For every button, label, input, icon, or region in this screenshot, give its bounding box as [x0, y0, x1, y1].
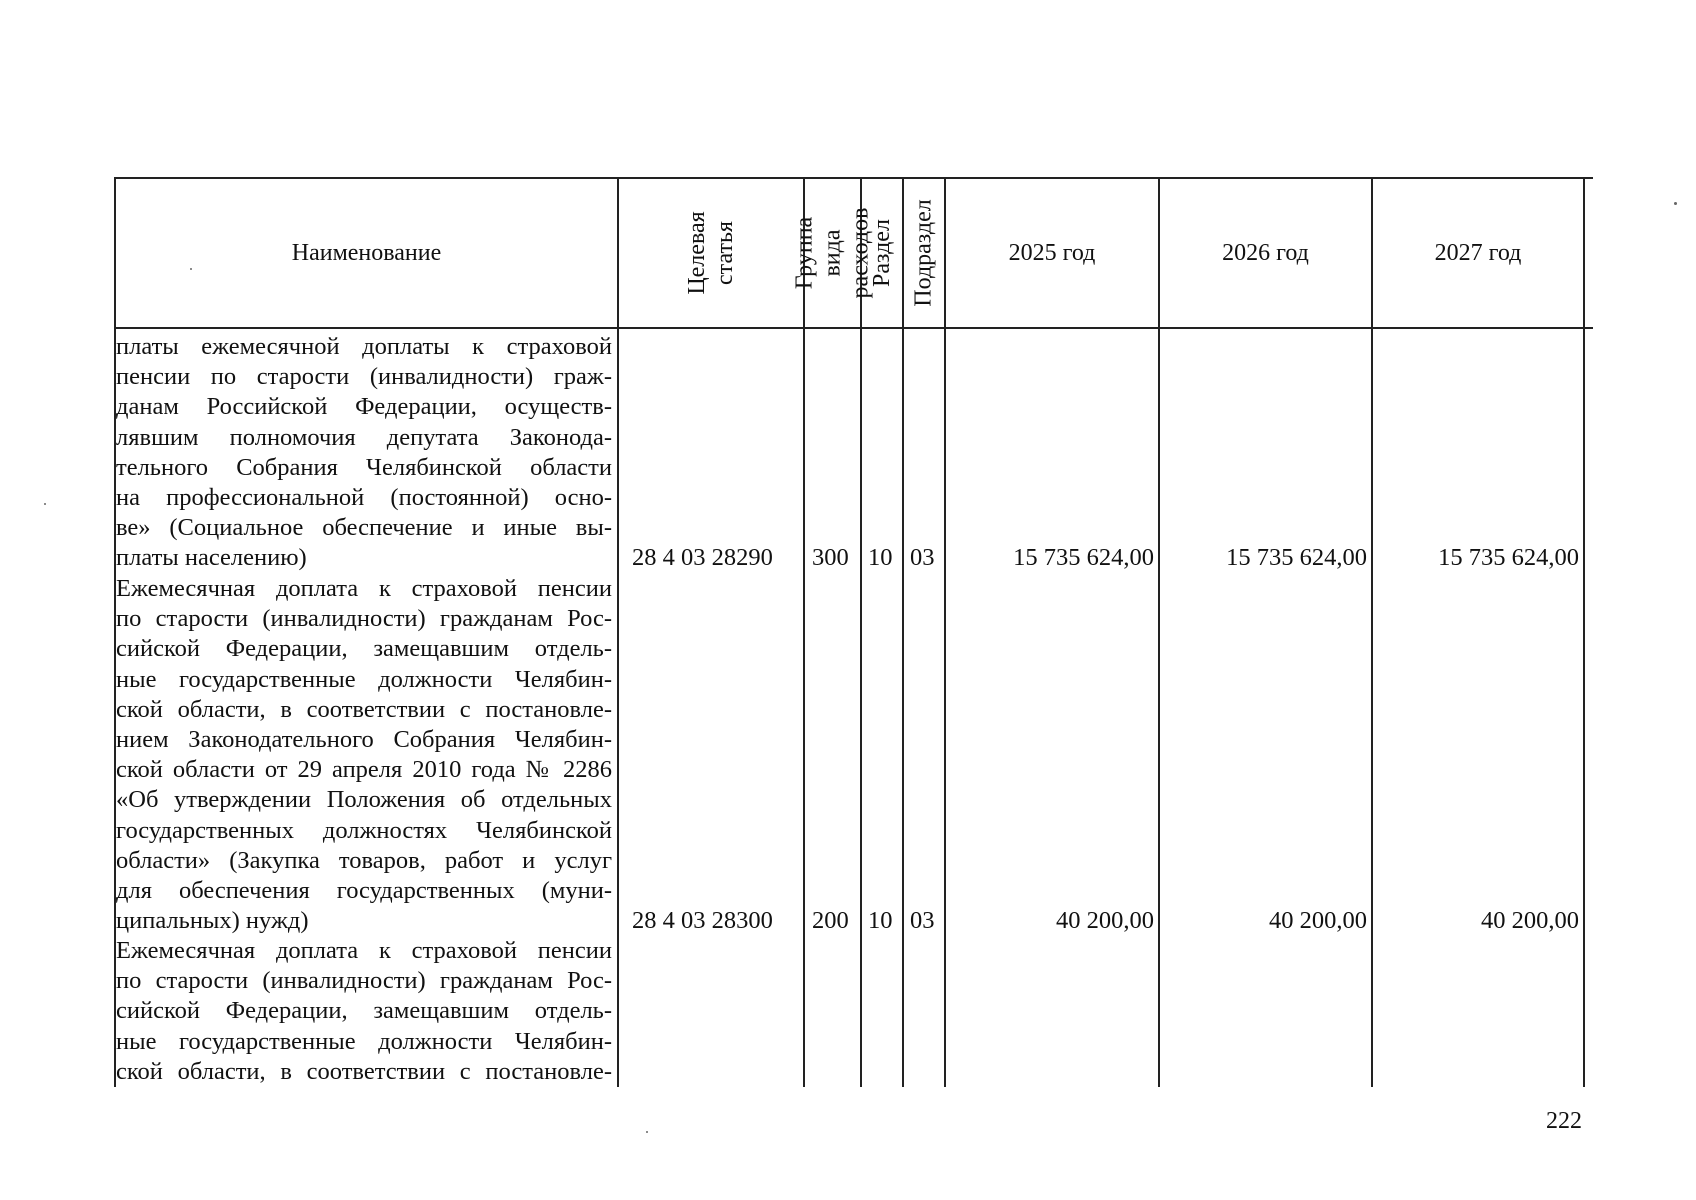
row-1-2027: 15 735 624,00 — [1438, 544, 1579, 571]
scan-speck — [190, 268, 192, 270]
description-line: ные государственные должности Челябин- — [116, 1027, 612, 1055]
header-2026 — [1160, 179, 1371, 327]
description-line: платы населению) — [116, 544, 307, 572]
header-section-label: Раздел — [869, 219, 896, 287]
row-1-section: 10 — [868, 544, 893, 571]
header-2025-label: 2025 год — [1008, 240, 1096, 266]
description-line: на профессиональной (постоянной) осно- — [116, 483, 612, 511]
description-line: ской области, в соответствии с постановле- — [116, 695, 612, 723]
description-line: Ежемесячная доплата к страховой пенсии — [116, 937, 612, 964]
description-line: для обеспечения государственных (муни- — [116, 876, 612, 904]
description-line: ской области, в соответствии с постановле- — [116, 1057, 612, 1085]
scan-speck — [1674, 202, 1677, 205]
row-1-subsection: 03 — [910, 544, 935, 571]
row-2-target-article: 28 4 03 28300 — [632, 907, 773, 934]
scan-speck — [646, 1131, 648, 1133]
row-2-subsection: 03 — [910, 907, 935, 934]
header-2027-label: 2027 год — [1434, 240, 1522, 266]
row-2-2027: 40 200,00 — [1481, 907, 1579, 934]
row-1-expense-group: 300 — [812, 544, 849, 571]
header-name — [116, 179, 617, 327]
row-3-description — [116, 936, 612, 1087]
header-target-article-label: Целевая статья — [684, 211, 738, 295]
table-right-border — [1583, 177, 1585, 1087]
header-target-article — [619, 179, 803, 327]
row-1-description — [116, 332, 612, 574]
row-1-2025: 15 735 624,00 — [1013, 544, 1154, 571]
scan-speck — [44, 503, 46, 505]
description-line: пенсии по старости (инвалидности) граж- — [116, 363, 612, 391]
description-line: сийской Федерации, замещавшим отдель- — [116, 635, 612, 663]
description-line: тельного Собрания Челябинской области — [116, 453, 612, 481]
description-line: ве» (Социальное обеспечение и иные вы- — [116, 514, 612, 542]
header-subsection — [904, 179, 944, 327]
header-2027 — [1373, 179, 1583, 327]
row-1-2026: 15 735 624,00 — [1226, 544, 1367, 571]
header-expense-group — [791, 179, 874, 327]
description-line: данам Российской Федерации, осуществ- — [116, 393, 612, 421]
row-1-target-article: 28 4 03 28290 — [632, 544, 773, 571]
row-2-description — [116, 574, 612, 936]
description-line: Ежемесячная доплата к страховой пенсии — [116, 575, 612, 602]
description-line: лявшим полномочия депутата Законода- — [116, 423, 612, 451]
row-2-expense-group: 200 — [812, 907, 849, 934]
row-2-section: 10 — [868, 907, 893, 934]
description-line: ской области от 29 апреля 2010 года № 2286 — [116, 756, 612, 784]
header-subsection-label: Подраздел — [911, 199, 938, 307]
header-expense-group-label: Группа вида расходов — [791, 207, 874, 299]
description-line: ципальных) нужд) — [116, 907, 309, 935]
description-line: «Об утверждении Положения об отдельных — [116, 786, 612, 814]
description-line: сийской Федерации, замещавшим отдель- — [116, 997, 612, 1025]
description-line: по старости (инвалидности) гражданам Рос- — [116, 605, 612, 633]
header-section — [862, 179, 902, 327]
description-line: области» (Закупка товаров, работ и услуг — [116, 846, 612, 874]
description-line: платы ежемесячной доплаты к страховой — [116, 333, 612, 360]
header-2025 — [946, 179, 1158, 327]
page-number: 222 — [1546, 1108, 1582, 1134]
row-2-2025: 40 200,00 — [1056, 907, 1154, 934]
header-2026-label: 2026 год — [1222, 240, 1309, 266]
description-line: ные государственные должности Челябин- — [116, 665, 612, 693]
row-2-2026: 40 200,00 — [1269, 907, 1367, 934]
header-name-label: Наименование — [291, 240, 442, 266]
description-line: нием Законодательного Собрания Челябин- — [116, 725, 612, 753]
description-line: по старости (инвалидности) гражданам Рос- — [116, 967, 612, 995]
description-line: государственных должностях Челябинской — [116, 816, 612, 844]
